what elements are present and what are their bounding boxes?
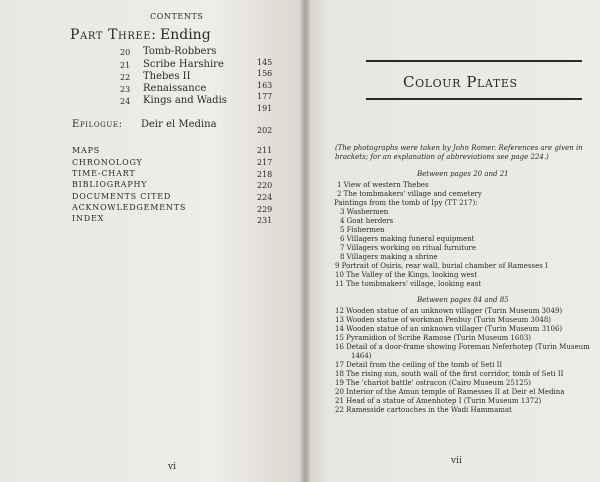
page-folio: vii <box>451 456 462 466</box>
plate-entry: 10 The Valley of the Kings, looking west <box>335 271 478 279</box>
heading-rule-top <box>366 60 582 62</box>
back-matter-page: 217 <box>257 158 273 167</box>
back-matter-page: 218 <box>257 170 273 179</box>
back-matter-title: INDEX <box>72 214 105 223</box>
part-title: Ending <box>160 27 211 43</box>
back-matter-title: TIME-CHART <box>72 169 136 178</box>
plate-entry: 11 The tombmakers' village, looking east <box>335 280 482 288</box>
plate-entry: 2 The tombmakers' village and cemetery <box>337 190 482 198</box>
back-matter-page: 211 <box>257 146 273 155</box>
plate-entry: 8 Villagers making a shrine <box>340 253 438 261</box>
chapter-page: 145 <box>257 58 273 67</box>
colour-plates-page <box>305 0 600 482</box>
page-folio: vi <box>168 462 176 472</box>
epilogue-page: 202 <box>257 126 273 135</box>
plate-entry: 20 Interior of the Amun temple of Ramesses II at Deir el Medina <box>335 388 565 396</box>
plate-entry: 4 Goat herders <box>340 217 394 225</box>
back-matter-title: ACKNOWLEDGEMENTS <box>72 203 187 212</box>
part-label: Part Three: <box>70 27 157 43</box>
chapter-page: 163 <box>257 81 273 90</box>
chapter-title: Thebes II <box>143 71 191 82</box>
chapter-num: 20 <box>120 48 131 57</box>
plate-entry: 3 Washermen <box>340 208 389 216</box>
chapter-title: Kings and Wadis <box>143 95 227 106</box>
chapter-num: 23 <box>120 85 131 94</box>
plate-entry: 15 Pyramidion of Scribe Ramose (Turin Museum 1603) <box>335 334 532 342</box>
plate-entry: 21 Head of a statue of Amenhotep I (Turin Museum 1372) <box>335 397 542 405</box>
chapter-title: Renaissance <box>143 83 207 94</box>
plate-entry: 9 Portrait of Osiris, rear wall, burial chamber of Ramesses I <box>335 262 548 270</box>
plate-entry: Paintings from the tomb of Ipy (TT 217): <box>334 199 478 207</box>
chapter-page: 177 <box>257 92 273 101</box>
plate-entry: 13 Wooden statue of workman Penbuy (Turin Museum 3048) <box>335 316 552 324</box>
plate-entry: 6 Villagers making funeral equipment <box>340 235 475 243</box>
plate-entry: 7 Villagers working on ritual furniture <box>340 244 477 252</box>
plate-entry: 16 Detail of a door-frame showing Foreman Neferhotep (Turin Museum <box>335 343 590 351</box>
plate-entry: 1464) <box>351 352 372 360</box>
back-matter-page: 231 <box>257 216 273 225</box>
chapter-title: Scribe Harshire <box>143 59 224 70</box>
chapter-num: 21 <box>120 61 131 70</box>
back-matter-page: 220 <box>257 181 273 190</box>
back-matter-title: BIBLIOGRAPHY <box>72 180 148 189</box>
chapter-num: 24 <box>120 97 131 106</box>
plate-entry: 17 Detail from the ceiling of the tomb of Seti II <box>335 361 503 369</box>
chapter-num: 22 <box>120 73 131 82</box>
back-matter-title: DOCUMENTS CITED <box>72 192 172 201</box>
chapter-page: 191 <box>257 104 273 113</box>
back-matter-title: CHRONOLOGY <box>72 158 143 167</box>
section-heading: Between pages 84 and 85 <box>417 296 509 304</box>
plate-entry: 12 Wooden statue of an unknown villager (Turin Museum 3049) <box>335 307 563 315</box>
back-matter-page: 224 <box>257 193 273 202</box>
heading-rule-bottom <box>366 98 582 100</box>
note-line: brackets; for an explanation of abbreviations see page 224.) <box>335 153 549 161</box>
chapter-page: 156 <box>257 69 273 78</box>
note-line: (The photographs were taken by John Romer. References are given in <box>335 144 583 152</box>
section-heading: Between pages 20 and 21 <box>417 170 509 178</box>
plate-entry: 18 The rising sun, south wall of the first corridor, tomb of Seti II <box>335 370 564 378</box>
page-heading: Colour Plates <box>403 73 518 91</box>
epilogue-title: Deir el Medina <box>141 119 217 130</box>
plate-entry: 22 Ramesside cartouches in the Wadi Hammamat <box>335 406 512 414</box>
back-matter-title: MAPS <box>72 146 101 155</box>
plate-entry: 14 Wooden statue of an unknown villager (Turin Museum 3106) <box>335 325 563 333</box>
back-matter-page: 229 <box>257 205 273 214</box>
plate-entry: 5 Fishermen <box>340 226 385 234</box>
book-gutter <box>300 0 310 482</box>
plate-entry: 1 View of western Thebes <box>337 181 429 189</box>
chapter-title: Tomb-Robbers <box>143 46 217 57</box>
plate-entry: 19 The 'chariot battle' ostracon (Cairo Museum 25125) <box>335 379 531 387</box>
epilogue-label: Epilogue: <box>72 119 123 130</box>
running-header: CONTENTS <box>150 12 204 21</box>
